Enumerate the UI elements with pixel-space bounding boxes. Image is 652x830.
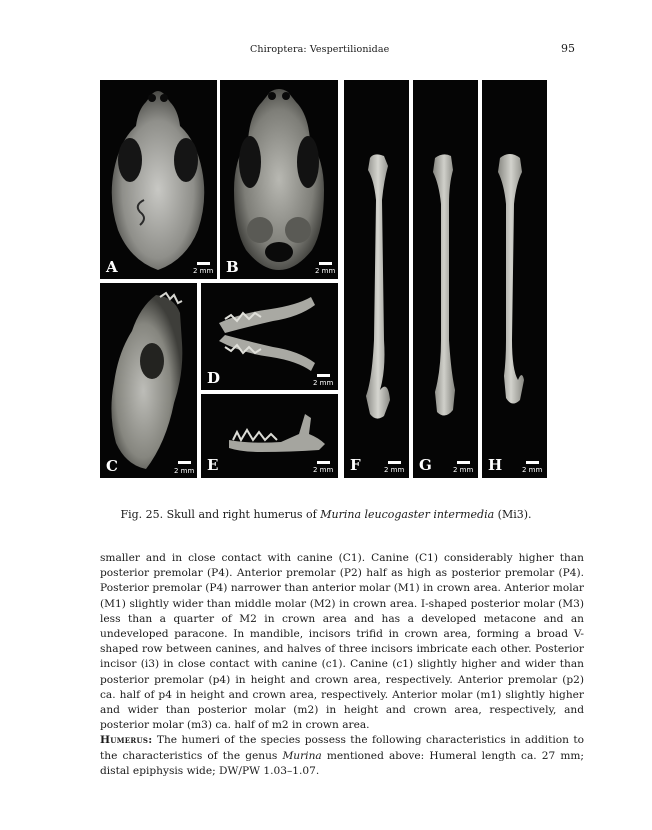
- scale-bar: [526, 461, 539, 464]
- panel-letter: E: [207, 456, 219, 474]
- scale-bar: [317, 374, 330, 377]
- panel-b: [220, 80, 338, 279]
- panel-c: [100, 283, 197, 478]
- humerus-lateral-image: [482, 80, 547, 478]
- scale-label: 2 mm: [522, 466, 543, 474]
- humerus-paragraph: [100, 733, 584, 779]
- panel-letter: F: [350, 456, 361, 474]
- humerus-text: The humeri of the species possess the following characteristics in addition to the characteristics of the genus: [100, 734, 584, 762]
- panel-e: [201, 394, 338, 478]
- paragraph: smaller and in close contact with canine (C1). Canine (C1) considerably higher than posterior premolar (P4). Anterior premolar (P2) half as high as posterior premolar (P4). Posterior premolar (P4) narrower than anterior molar (M1) in crown area. Anterior molar (M1) slightly wider than middle molar (M2) in crown area. I-shaped posterior molar (M3) less than a quarter of M2 in crown area and has a developed metacone and an undeveloped paracone. In mandible, incisors trifid in crown area, forming a broad V-shaped row between canines, and halves of three incisors imbricate each other. Posterior incisor (i3) in close contact with canine (c1). Canine (c1) slightly higher and wider than posterior premolar (p4) in height and crown area, respectively. Anterior premolar (p2) ca. half of p4 in height and crown area, respectively. Anterior molar (m1) slightly higher and wider than posterior molar (m2) in height and crown area, respectively, and posterior molar (m3) ca. half of m2 in crown area.: [100, 552, 584, 732]
- genus-name: Murina: [282, 749, 322, 762]
- body-text: [100, 551, 584, 779]
- scale-bar: [197, 262, 210, 265]
- scale-label: 2 mm: [453, 466, 474, 474]
- skull-dorsal-image: [100, 80, 217, 279]
- figure-caption: [0, 508, 652, 521]
- scale-bar: [388, 461, 401, 464]
- scale-label: 2 mm: [384, 466, 405, 474]
- skull-ventral-image: [220, 80, 338, 279]
- scale-bar: [317, 461, 330, 464]
- humerus-anterior-image: [344, 80, 409, 478]
- scale-bar: [178, 461, 191, 464]
- skull-lateral-image: [100, 283, 197, 478]
- running-head: Chiroptera: Vespertilionidae: [250, 44, 390, 55]
- scale-bar: [319, 262, 332, 265]
- panel-letter: D: [207, 369, 221, 387]
- panel-f: [344, 80, 409, 478]
- scale-label: 2 mm: [315, 267, 336, 275]
- caption-species: Murina leucogaster intermedia: [320, 508, 495, 521]
- panel-a: [100, 80, 217, 279]
- panel-d: [201, 283, 338, 390]
- panel-letter: B: [226, 258, 239, 276]
- panel-letter: C: [106, 457, 118, 475]
- scale-label: 2 mm: [313, 466, 334, 474]
- humerus-posterior-image: [413, 80, 478, 478]
- caption-suffix: (Mi3).: [494, 508, 532, 521]
- scale-bar: [457, 461, 470, 464]
- scale-label: 2 mm: [313, 379, 334, 387]
- humerus-text: mentioned above: Humeral length ca. 27 mm; distal epiphysis wide; DW/PW 1.03–1.07.: [100, 749, 584, 777]
- panel-letter: H: [488, 456, 503, 474]
- panel-g: [413, 80, 478, 478]
- scale-label: 2 mm: [174, 467, 195, 475]
- section-heading: Humerus:: [100, 734, 153, 747]
- page-number: 95: [561, 42, 575, 55]
- panel-h: [482, 80, 547, 478]
- panel-letter: G: [419, 456, 432, 474]
- panel-letter: A: [106, 258, 118, 276]
- scale-label: 2 mm: [193, 267, 214, 275]
- caption-prefix: Fig. 25. Skull and right humerus of: [120, 508, 321, 521]
